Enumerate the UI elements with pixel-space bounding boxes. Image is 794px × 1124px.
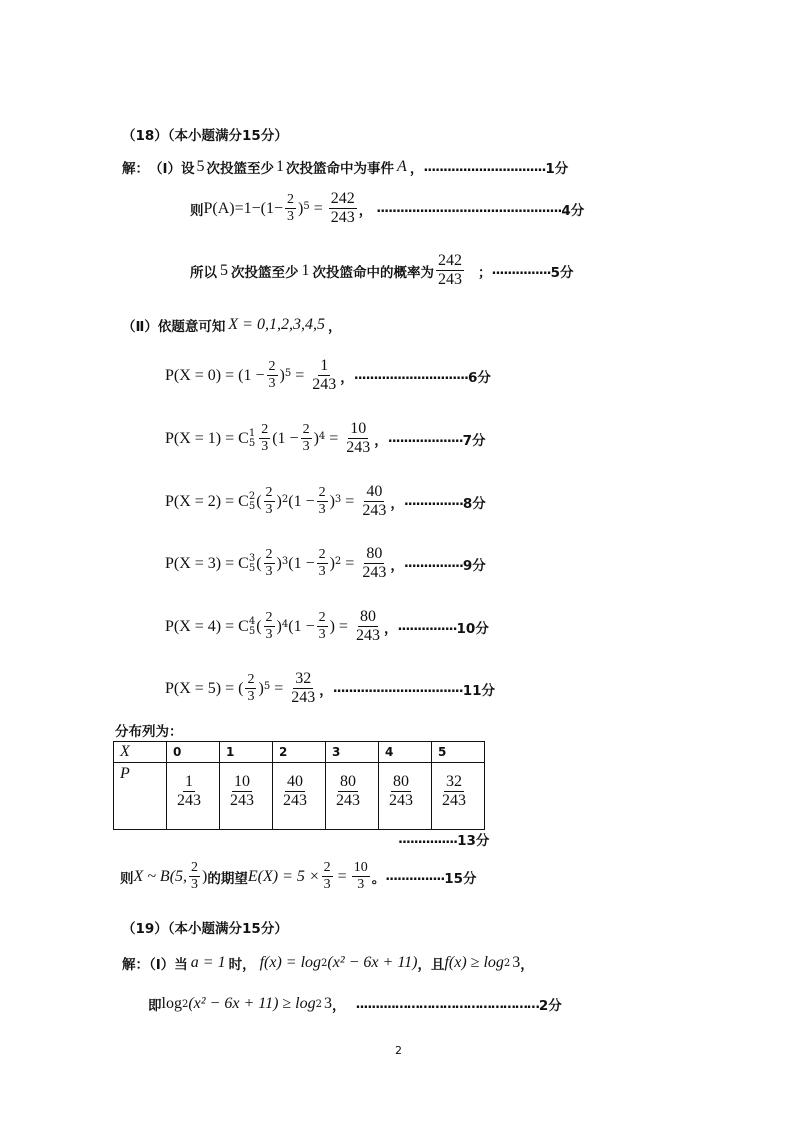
- formula: ): [258, 679, 264, 697]
- formula: P(X = 2) = C: [165, 492, 249, 510]
- text: ，: [358, 202, 373, 219]
- q19-line2: [148, 994, 562, 1014]
- fraction: [264, 547, 275, 580]
- score: 10分: [456, 620, 489, 637]
- score: 15分: [444, 870, 477, 887]
- denominator: 3: [302, 439, 310, 455]
- formula: (x² − 6x + 11): [327, 954, 418, 971]
- numerator: 2: [267, 359, 278, 376]
- score: 6分: [467, 369, 491, 386]
- exponent: 3: [281, 556, 289, 568]
- text: 次投篮命中的概率为: [312, 264, 434, 281]
- formula: ): [329, 617, 335, 635]
- solution-label: 解：: [122, 161, 149, 177]
- log-base: 2: [503, 957, 511, 969]
- binom-index: [249, 492, 255, 512]
- q19-line1: [122, 953, 534, 973]
- fraction: [264, 485, 275, 518]
- q18-conclusion-line: [190, 252, 573, 290]
- denominator: 243: [177, 792, 201, 810]
- numerator: 2: [285, 192, 296, 209]
- table-cell: [379, 763, 432, 830]
- formula: X = 0,1,2,3,4,5: [228, 316, 325, 333]
- fraction: [352, 860, 370, 893]
- fraction: [440, 773, 468, 811]
- formula: ): [279, 366, 285, 384]
- fraction: [322, 860, 333, 893]
- distribution-table: [113, 741, 485, 830]
- num: 1: [276, 158, 285, 175]
- denominator: 243: [362, 502, 387, 520]
- numerator: 32: [293, 670, 313, 689]
- denominator: 243: [442, 792, 466, 810]
- formula: (1 −: [288, 617, 315, 635]
- denominator: 3: [268, 376, 276, 392]
- text: 。: [371, 870, 386, 887]
- text: ，: [319, 682, 333, 699]
- binom-index: [249, 429, 255, 449]
- denominator: 3: [318, 502, 326, 518]
- formula: P(X = 1) = C: [165, 429, 249, 447]
- numerator: 1: [183, 773, 195, 792]
- formula: P(A)=1−(1−: [203, 199, 284, 217]
- text: ；: [478, 264, 492, 281]
- numerator: 2: [322, 860, 333, 877]
- numerator: 242: [436, 252, 464, 271]
- equals: =: [345, 554, 355, 572]
- table-cell: 3: [326, 742, 379, 763]
- formula: ): [329, 554, 335, 572]
- leader-dots: ...................: [387, 431, 463, 447]
- q18-part1-line: [122, 157, 568, 177]
- page-number: 2: [395, 1044, 402, 1057]
- numerator: 2: [317, 547, 328, 564]
- q18-prob-A-line: [190, 190, 584, 228]
- prob-x5-line: [165, 670, 495, 708]
- text: 所以: [190, 264, 217, 281]
- leader-dots: ...............................................: [376, 201, 562, 217]
- q18-part2-line: [122, 315, 341, 335]
- denominator: 243: [230, 792, 254, 810]
- binom-index: [249, 617, 255, 637]
- formula: P(X = 0) = (1 −: [165, 366, 265, 384]
- prob-x3-line: [165, 545, 486, 583]
- formula: f(x) = log: [259, 954, 322, 971]
- denominator: 243: [389, 792, 413, 810]
- fraction: [360, 483, 388, 521]
- table-cell: [273, 763, 326, 830]
- fraction: [310, 357, 338, 395]
- denominator: 3: [323, 877, 331, 893]
- exponent: 2: [281, 494, 289, 506]
- fraction: [245, 672, 256, 705]
- event-symbol: A: [397, 158, 407, 175]
- score: 5分: [550, 264, 574, 281]
- denominator: 3: [265, 627, 273, 643]
- fraction: [360, 545, 388, 583]
- fraction: [285, 192, 296, 225]
- numerator: 32: [444, 773, 464, 792]
- q18-heading: （18）（本小题满分15分）: [122, 128, 288, 144]
- table-cell: 2: [273, 742, 326, 763]
- numerator: 10: [352, 860, 370, 877]
- table-cell: [220, 763, 273, 830]
- leader-dots: ...............: [403, 556, 463, 572]
- numerator: 80: [364, 545, 384, 564]
- formula: X ~ B(5,: [133, 867, 188, 885]
- leader-dots: .............................: [353, 368, 468, 384]
- equals: =: [337, 867, 347, 885]
- leader-dots: ...............: [491, 263, 551, 279]
- score: 9分: [462, 557, 486, 574]
- num: 5: [196, 158, 205, 175]
- fraction: [264, 610, 275, 643]
- text: 次投篮至少: [231, 264, 299, 281]
- numerator: 1: [318, 357, 330, 376]
- distribution-label: 分布列为：: [115, 724, 183, 740]
- formula: ): [298, 199, 304, 217]
- score: 2分: [538, 998, 562, 1014]
- text: ，且: [417, 957, 445, 973]
- formula: a = 1: [190, 954, 226, 971]
- text: ，: [374, 432, 388, 449]
- formula: P(X = 3) = C: [165, 554, 249, 572]
- fraction: [329, 190, 357, 228]
- fraction: [334, 773, 362, 811]
- formula: (: [256, 554, 262, 572]
- leader-dots: ...............: [403, 494, 463, 510]
- denominator: 243: [355, 627, 380, 645]
- formula: E(X) = 5 ×: [247, 867, 320, 885]
- formula: ): [329, 492, 335, 510]
- table-cell: [432, 763, 485, 830]
- formula: 3: [512, 954, 521, 971]
- leader-dots: ...............: [397, 619, 457, 635]
- formula: ): [202, 867, 208, 885]
- table-cell: [167, 763, 220, 830]
- score: 13分: [457, 833, 490, 849]
- fraction: [344, 420, 372, 458]
- numerator: 2: [317, 485, 328, 502]
- numerator: 2: [189, 860, 200, 877]
- table-score-line: [398, 829, 489, 849]
- formula: P(X = 4) = C: [165, 617, 249, 635]
- table-cell: 1: [220, 742, 273, 763]
- text: 则: [120, 870, 134, 887]
- numerator: 10: [232, 773, 252, 792]
- sup: 4: [248, 615, 256, 627]
- score: 4分: [561, 202, 585, 219]
- text: ，: [390, 495, 404, 512]
- exponent: 5: [303, 201, 310, 213]
- numerator: 40: [364, 483, 384, 502]
- table-cell: 0: [167, 742, 220, 763]
- fraction: [387, 773, 415, 811]
- numerator: 80: [358, 608, 378, 627]
- leader-dots: .................................: [332, 681, 463, 697]
- text: 次投篮至少: [206, 161, 275, 177]
- formula: P(X = 5) = (: [165, 679, 244, 697]
- text: ，: [327, 319, 342, 335]
- sub: 5: [248, 500, 256, 512]
- denominator: 243: [312, 376, 337, 394]
- num: 1: [301, 261, 310, 279]
- log-base: 2: [315, 998, 322, 1010]
- score: 1分: [545, 161, 569, 177]
- text: （Ⅱ）依题意可知: [122, 319, 226, 335]
- table-row: [114, 763, 485, 830]
- denominator: 243: [362, 564, 387, 582]
- denominator: 243: [291, 689, 316, 707]
- equals: =: [345, 492, 355, 510]
- formula: 3: [324, 995, 332, 1012]
- equals: =: [313, 199, 323, 217]
- prob-x4-line: [165, 608, 489, 646]
- exponent: 5: [284, 368, 292, 380]
- numerator: 40: [285, 773, 305, 792]
- log-base: 2: [321, 957, 328, 969]
- exponent: 5: [263, 681, 271, 693]
- fraction: [289, 670, 317, 708]
- score: 7分: [462, 432, 486, 449]
- denominator: 3: [357, 877, 365, 893]
- fraction: [436, 252, 464, 290]
- leader-dots: ..........………………………………: [355, 996, 539, 1012]
- text: 即: [148, 998, 162, 1014]
- text: ，: [383, 620, 398, 637]
- denominator: 3: [247, 689, 255, 705]
- numerator: 80: [391, 773, 411, 792]
- text: ，: [520, 957, 534, 973]
- denominator: 243: [346, 439, 371, 457]
- denominator: 3: [261, 439, 269, 455]
- fraction: [317, 547, 328, 580]
- text: 次投篮命中为事件: [286, 161, 395, 177]
- text: 解：（I）当: [122, 957, 188, 973]
- denominator: 243: [438, 271, 462, 289]
- score: 11分: [462, 682, 495, 699]
- sub: 5: [248, 562, 256, 574]
- leader-dots: ...............: [385, 869, 445, 885]
- leader-dots: ...............: [398, 831, 458, 847]
- formula: (: [256, 617, 262, 635]
- fraction: [267, 359, 278, 392]
- expectation-line: [120, 860, 477, 893]
- text: ，: [390, 557, 404, 574]
- text: ，: [332, 998, 346, 1014]
- formula: log: [161, 995, 182, 1012]
- table-cell: 4: [379, 742, 432, 763]
- equals: =: [338, 617, 348, 635]
- exponent: 4: [281, 619, 289, 631]
- denominator: 3: [265, 502, 273, 518]
- fraction: [189, 860, 200, 893]
- numerator: 242: [329, 190, 357, 209]
- denominator: 3: [287, 209, 295, 225]
- denominator: 3: [191, 877, 199, 893]
- sup: 2: [248, 490, 256, 502]
- exponent: 4: [318, 431, 326, 443]
- exponent: 2: [334, 556, 342, 568]
- numerator: 2: [245, 672, 256, 689]
- denominator: 243: [336, 792, 360, 810]
- fraction: [301, 422, 312, 455]
- fraction: [354, 608, 382, 646]
- table-cell: [326, 763, 379, 830]
- denominator: 243: [283, 792, 307, 810]
- text: （Ⅰ）设: [149, 161, 195, 177]
- prob-x2-line: [165, 483, 486, 521]
- prob-x0-line: [165, 357, 491, 395]
- text: ，: [409, 161, 424, 177]
- equals: =: [329, 429, 339, 447]
- formula: ): [276, 554, 282, 572]
- denominator: 3: [265, 564, 273, 580]
- table-cell: X: [114, 742, 167, 763]
- formula: (1 −: [288, 492, 315, 510]
- log-base: 2: [181, 998, 189, 1010]
- sub: 5: [248, 625, 256, 637]
- num: 5: [220, 261, 228, 279]
- fraction: [259, 422, 270, 455]
- formula: ): [313, 429, 319, 447]
- numerator: 2: [264, 610, 275, 627]
- numerator: 10: [348, 420, 368, 439]
- numerator: 2: [317, 610, 328, 627]
- exponent: 3: [334, 494, 342, 506]
- denominator: 3: [318, 564, 326, 580]
- table-cell: 5: [432, 742, 485, 763]
- fraction: [228, 773, 256, 811]
- formula: f(x) ≥ log: [444, 954, 504, 971]
- fraction: [175, 773, 203, 811]
- formula: (x² − 6x + 11) ≥ log: [188, 995, 316, 1012]
- equals: =: [295, 366, 305, 384]
- table-header-row: [114, 742, 485, 763]
- denominator: 243: [330, 209, 355, 227]
- numerator: 2: [264, 485, 275, 502]
- fraction: [317, 485, 328, 518]
- sup: 1: [248, 427, 256, 439]
- formula: (: [256, 492, 262, 510]
- q19-heading: （19）（本小题满分15分）: [122, 921, 288, 937]
- equals: =: [274, 679, 284, 697]
- text: 的期望: [207, 870, 248, 887]
- numerator: 2: [301, 422, 312, 439]
- sub: 5: [248, 437, 256, 449]
- table-cell: P: [114, 763, 167, 830]
- numerator: 2: [264, 547, 275, 564]
- text: ，: [340, 369, 354, 386]
- binom-index: [249, 554, 255, 574]
- formula: (1 −: [288, 554, 315, 572]
- formula: ): [276, 492, 282, 510]
- text: 时，: [228, 957, 256, 973]
- numerator: 80: [338, 773, 358, 792]
- prob-x1-line: [165, 420, 486, 458]
- numerator: 2: [259, 422, 270, 439]
- sup: 3: [248, 552, 256, 564]
- leader-dots: ...............................: [423, 159, 546, 175]
- text: 则: [190, 202, 204, 219]
- fraction: [317, 610, 328, 643]
- denominator: 3: [318, 627, 326, 643]
- formula: (1 −: [272, 429, 299, 447]
- score: 8分: [462, 495, 486, 512]
- formula: ): [276, 617, 282, 635]
- fraction: [281, 773, 309, 811]
